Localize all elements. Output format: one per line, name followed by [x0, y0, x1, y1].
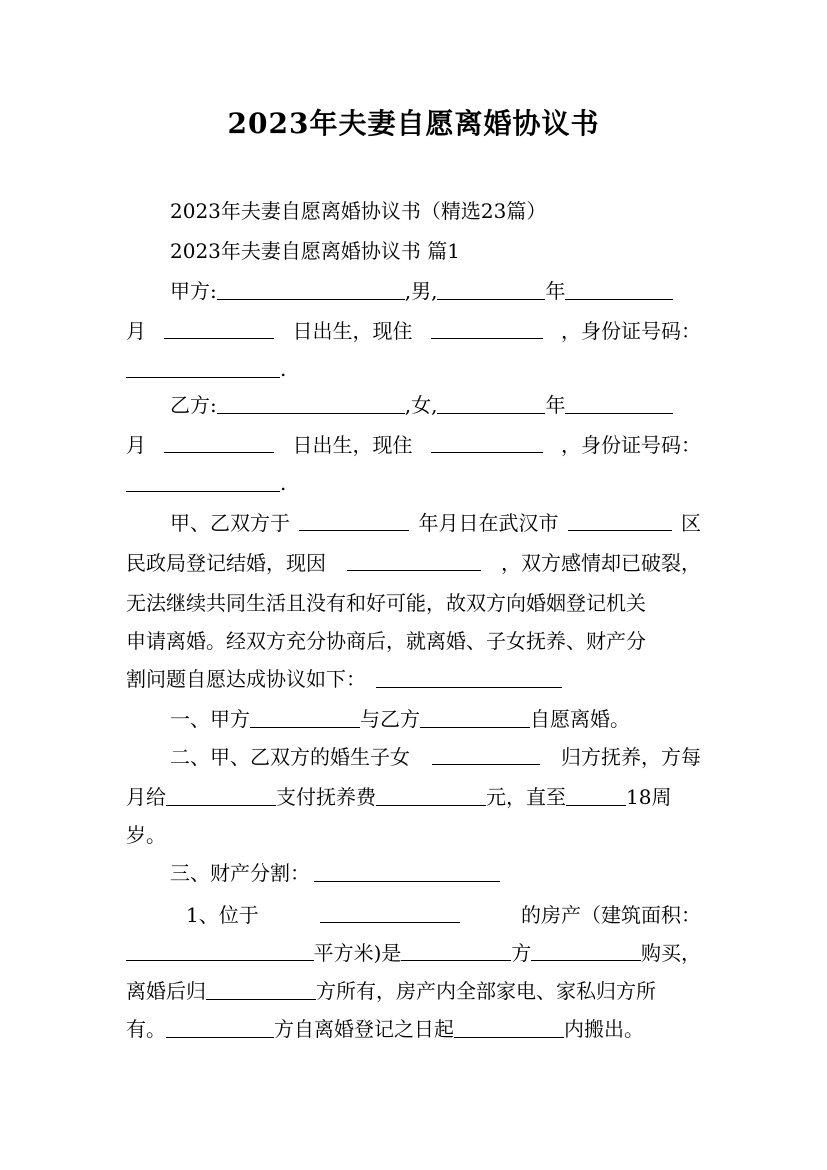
property-text-a: 1、位于: [186, 903, 259, 927]
party-b-month-blank[interactable]: [565, 393, 673, 414]
marriage-date-blank[interactable]: [299, 510, 409, 531]
item3-line: [170, 860, 701, 886]
para1-line-4: 申请离婚。经双方充分协商后，就离婚、子女抚养、财产分: [126, 629, 646, 653]
property-line-1: [186, 902, 701, 928]
owner-blank[interactable]: [206, 979, 316, 1000]
property-text-line4b: 方自离婚登记之日起: [274, 1017, 454, 1041]
party-a-line-1: [170, 278, 701, 304]
move-out-period-blank[interactable]: [454, 1017, 564, 1038]
property-text-line2b: 方: [511, 941, 532, 965]
para1-line-2: [126, 550, 701, 576]
item2-text-line2d: 18周: [626, 785, 672, 809]
para1-text-c: 区: [681, 511, 701, 535]
party-a-line-3: [126, 356, 701, 382]
property-text-line4a: 有。: [126, 1017, 166, 1041]
party-b-line-3: [126, 470, 701, 496]
item2-text-line2c: 元，直至: [486, 785, 566, 809]
para1-line-5: [126, 666, 701, 692]
agreement-blank[interactable]: [376, 667, 562, 688]
payer-blank[interactable]: [166, 785, 276, 806]
item2-text-a: 二、甲、乙双方的婚生子女: [170, 745, 410, 769]
property-text-line3b: 方所有，房产内全部家电、家私归方所: [316, 979, 656, 1003]
party-a-born-label: 日出生，现住: [292, 319, 413, 343]
item2-line-3: 岁。: [126, 823, 166, 847]
party-a-id-blank[interactable]: [126, 357, 280, 378]
item2-text-line2b: 支付抚养费: [276, 785, 376, 809]
para1-text-line5: 割问题自愿达成协议如下：: [126, 667, 366, 691]
party-b-month-label: 月: [126, 433, 146, 457]
party-a-year-blank[interactable]: [437, 279, 545, 300]
district-blank[interactable]: [568, 510, 672, 531]
chapter-heading: 2023年夫妻自愿离婚协议书 篇1: [170, 239, 460, 263]
child-blank[interactable]: [432, 744, 540, 765]
item1-party-b-blank[interactable]: [420, 707, 530, 728]
item1-text-c: 自愿离婚。: [530, 707, 630, 731]
party-a-id-label: ，身份证号码：: [561, 319, 701, 343]
party-a-name-blank[interactable]: [217, 279, 405, 300]
support-amount-blank[interactable]: [376, 785, 486, 806]
item1-line: [170, 706, 701, 732]
party-a-gender: ,男,: [404, 279, 438, 303]
item3-label: 三、财产分割：: [170, 861, 310, 885]
para1-text-b: 年月日在武汉市: [418, 511, 559, 535]
party-b-line-1: [170, 392, 701, 418]
para1-line-3: 无法继续共同生活且没有和好可能，故双方向婚姻登记机关: [126, 591, 646, 615]
party-b-id-label: ，身份证号码：: [561, 433, 701, 457]
property-text-line3a: 离婚后归: [126, 979, 206, 1003]
item1-party-a-blank[interactable]: [250, 707, 360, 728]
purchase-blank[interactable]: [531, 940, 641, 961]
party-b-line-2: [126, 432, 701, 458]
party-a-address-blank[interactable]: [431, 318, 543, 339]
property-text-b: 的房产（建筑面积：: [520, 903, 701, 927]
party-a-year-label: 年: [545, 279, 566, 303]
property-text-line4c: 内搬出。: [564, 1017, 644, 1041]
party-b-label: 乙方:: [170, 393, 217, 417]
property-location-blank[interactable]: [320, 902, 460, 923]
buyer-blank[interactable]: [401, 940, 511, 961]
party-b-name-blank[interactable]: [217, 393, 405, 414]
reason-blank[interactable]: [347, 550, 481, 571]
para1-text-a: 甲、乙双方于: [170, 511, 290, 535]
property-text-line2a: 平方米)是: [313, 941, 402, 965]
party-a-month-label: 月: [126, 319, 146, 343]
party-b-gender: ,女,: [404, 393, 438, 417]
property-text-line2c: 购买，: [641, 941, 701, 965]
property-line-4: [126, 1016, 701, 1042]
property-line-2: [126, 940, 701, 966]
party-b-id-blank[interactable]: [126, 471, 280, 492]
para1-text-line2a: 民政局登记结婚，现因: [126, 551, 326, 575]
item1-text-b: 与乙方: [360, 707, 420, 731]
party-b-born-label: 日出生，现住: [292, 433, 413, 457]
move-out-party-blank[interactable]: [166, 1017, 274, 1038]
party-a-label: 甲方:: [170, 279, 217, 303]
party-a-line-2: [126, 318, 701, 344]
party-b-end: .: [280, 471, 287, 495]
item2-line-2: [126, 784, 701, 810]
property-line-3: [126, 978, 701, 1004]
subtitle-line: 2023年夫妻自愿离婚协议书（精选23篇）: [170, 199, 547, 223]
item2-text-line2a: 月给: [126, 785, 166, 809]
party-b-year-label: 年: [545, 393, 566, 417]
area-blank[interactable]: [126, 940, 314, 961]
party-b-year-blank[interactable]: [437, 393, 545, 414]
document-title: 2023年夫妻自愿离婚协议书: [227, 107, 600, 140]
party-b-address-blank[interactable]: [431, 432, 543, 453]
para1-text-line2b: ，双方感情却已破裂，: [501, 551, 701, 575]
item1-text-a: 一、甲方: [170, 707, 250, 731]
party-a-month-blank[interactable]: [565, 279, 673, 300]
until-blank[interactable]: [566, 785, 626, 806]
item2-text-b: 归方抚养，方每: [561, 745, 701, 769]
party-a-day-blank[interactable]: [164, 318, 274, 339]
party-b-day-blank[interactable]: [164, 432, 274, 453]
item2-line-1: [170, 744, 701, 770]
party-a-end: .: [280, 357, 287, 381]
para1-line-1: [170, 510, 701, 536]
property-division-blank[interactable]: [314, 861, 500, 882]
